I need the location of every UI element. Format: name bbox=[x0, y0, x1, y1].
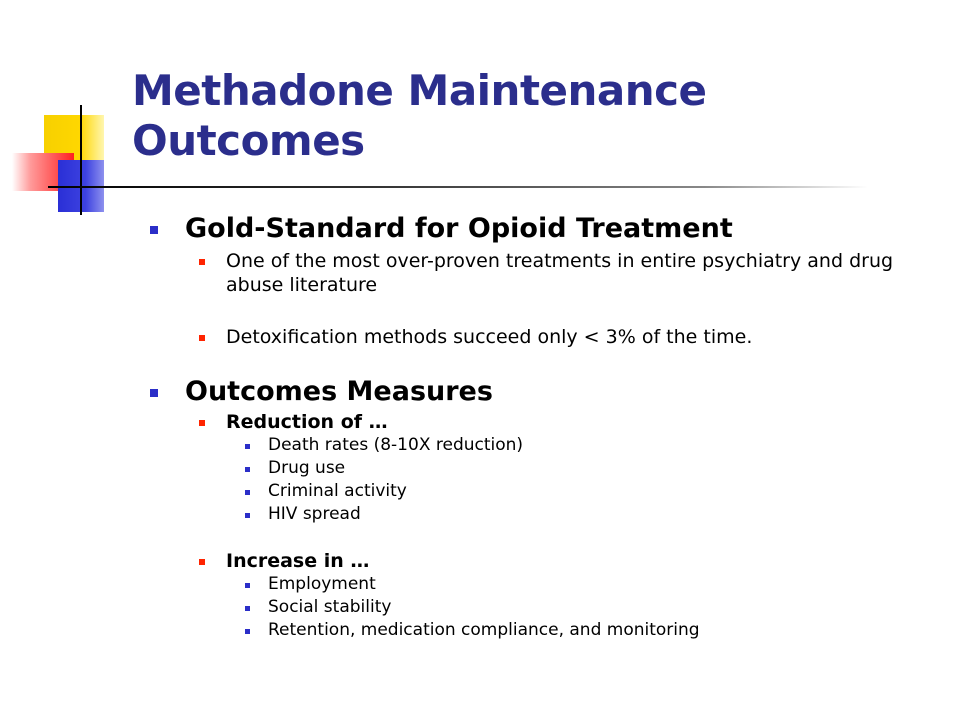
square-bullet-icon bbox=[245, 444, 250, 449]
square-bullet-icon bbox=[199, 420, 205, 426]
subgroup-label-text: Increase in … bbox=[226, 550, 370, 572]
list-item bbox=[150, 325, 940, 349]
square-bullet-icon bbox=[245, 606, 250, 611]
list-item bbox=[150, 619, 940, 642]
square-bullet-icon bbox=[150, 389, 158, 397]
list-item-text: HIV spread bbox=[268, 504, 361, 524]
section-heading-outcomes-measures bbox=[150, 375, 940, 409]
list-item bbox=[150, 480, 940, 503]
square-bullet-icon bbox=[245, 490, 250, 495]
title-divider-line bbox=[48, 186, 868, 188]
section-heading-text: Outcomes Measures bbox=[185, 376, 493, 407]
decor-vertical-line bbox=[80, 105, 82, 215]
square-bullet-icon bbox=[199, 335, 205, 341]
list-item-text: Criminal activity bbox=[268, 481, 407, 501]
slide-body bbox=[150, 212, 940, 642]
list-item-text: One of the most over-proven treatments in entire psychiatry and drug abuse literature bbox=[226, 250, 894, 296]
subgroup-label-increase bbox=[150, 549, 940, 573]
list-item-text: Death rates (8-10X reduction) bbox=[268, 435, 524, 455]
list-item-text: Employment bbox=[268, 574, 376, 594]
list-item bbox=[150, 434, 940, 457]
list-item bbox=[150, 596, 940, 619]
list-item-text: Drug use bbox=[268, 458, 346, 478]
square-bullet-icon bbox=[150, 226, 158, 234]
slide-title bbox=[132, 66, 892, 166]
square-bullet-icon bbox=[245, 467, 250, 472]
subgroup-label-reduction bbox=[150, 410, 940, 434]
list-item bbox=[150, 503, 940, 526]
square-bullet-icon bbox=[199, 259, 205, 265]
square-bullet-icon bbox=[199, 559, 205, 565]
list-item-text: Detoxification methods succeed only < 3% of the time. bbox=[226, 326, 753, 348]
list-item bbox=[150, 249, 940, 297]
list-item-text: Social stability bbox=[268, 597, 392, 617]
list-item bbox=[150, 457, 940, 480]
square-bullet-icon bbox=[245, 583, 250, 588]
square-bullet-icon bbox=[245, 513, 250, 518]
subgroup-label-text: Reduction of … bbox=[226, 411, 388, 433]
list-item bbox=[150, 573, 940, 596]
list-item-text: Retention, medication compliance, and monitoring bbox=[268, 620, 700, 640]
slide-title-line-1: Methadone Maintenance bbox=[132, 66, 707, 115]
square-bullet-icon bbox=[245, 629, 250, 634]
section-heading-text: Gold-Standard for Opioid Treatment bbox=[185, 213, 733, 244]
slide-title-line-2: Outcomes bbox=[132, 116, 365, 165]
section-heading-gold-standard bbox=[150, 212, 940, 246]
